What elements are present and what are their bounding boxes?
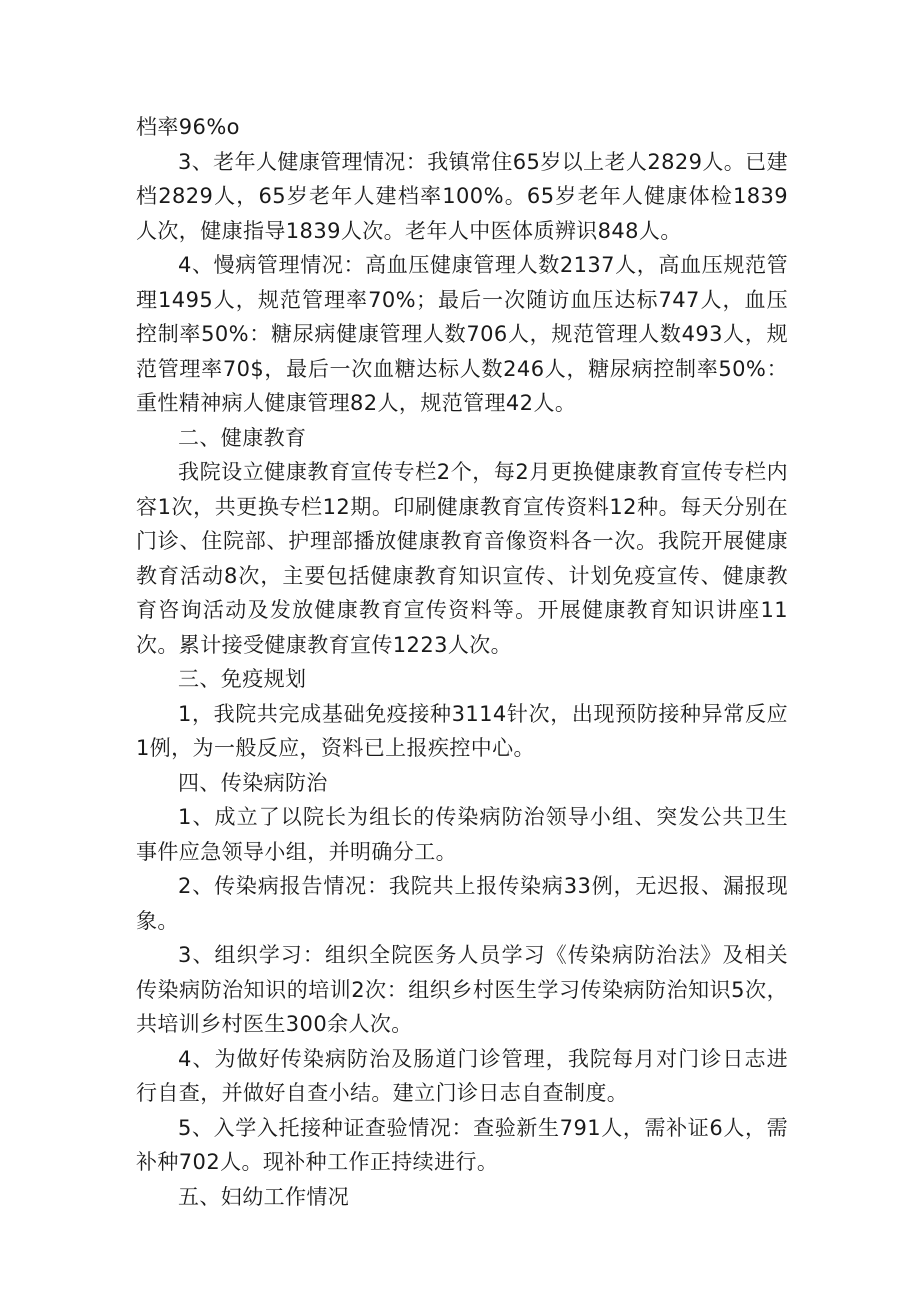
paragraph-training: 3、组织学习：组织全院医务人员学习《传染病防治法》及相关传染病防治知识的培训2次：组织乡村医生学习传染病防治知识5次，共培训乡村医生300余人次。	[136, 943, 788, 1036]
paragraph-vaccination-check: 5、入学入托接种证查验情况：查验新生791人，需补证6人，需补种702人。现补种工作正持续进行。	[136, 1115, 788, 1174]
section-heading-health-education: 二、健康教育	[178, 425, 307, 450]
paragraph-archive-rate: 档率96%o	[136, 115, 240, 139]
paragraph-leadership-group: 1、成立了以院长为组长的传染病防治领导小组、突发公共卫生事件应急领导小组，并明确分工。	[136, 805, 788, 864]
paragraph-immunization: 1，我院共完成基础免疫接种3114针次，出现预防接种异常反应1例，为一般反应，资料已上报疾控中心。	[136, 701, 788, 760]
paragraph-health-education: 我院设立健康教育宣传专栏2个，每2月更换健康教育宣传专栏内容1次，共更换专栏12期。印刷健康教育宣传资料12种。每天分别在门诊、住院部、护理部播放健康教育音像资料各一次。我院开展健康教育活动8次，主要包括健康教育知识宣传、计划免疫宣传、健康教育咨询活动及发放健康教育宣传资料等。开展健康教育知识讲座11次。累计接受健康教育宣传1223人次。	[136, 460, 788, 657]
paragraph-elderly-health: 3、老年人健康管理情况：我镇常住65岁以上老人2829人。已建档2829人，65岁老年人建档率100%。65岁老年人健康体检1839人次，健康指导1839人次。老年人中医体质辨识848人。	[136, 149, 788, 243]
paragraph-outpatient-log: 4、为做好传染病防治及肠道门诊管理，我院每月对门诊日志进行自查，并做好自查小结。建立门诊日志自查制度。	[136, 1046, 788, 1105]
document-page	[136, 110, 788, 1214]
section-heading-immunization: 三、免疫规划	[178, 667, 307, 691]
paragraph-disease-report: 2、传染病报告情况：我院共上报传染病33例，无迟报、漏报现象。	[136, 874, 788, 933]
section-heading-maternal-child: 五、妇幼工作情况	[178, 1184, 350, 1209]
paragraph-chronic-disease: 4、慢病管理情况：高血压健康管理人数2137人，高血压规范管理1495人，规范管理率70%；最后一次随访血压达标747人，血压控制率50%：糖尿病健康管理人数706人，规范管理人数493人，规范管理率70$，最后一次血糖达标人数246人，糖尿病控制率50%：重性精神病人健康管理82人，规范管理42人。	[136, 253, 788, 415]
section-heading-infectious-disease: 四、传染病防治	[178, 770, 328, 795]
